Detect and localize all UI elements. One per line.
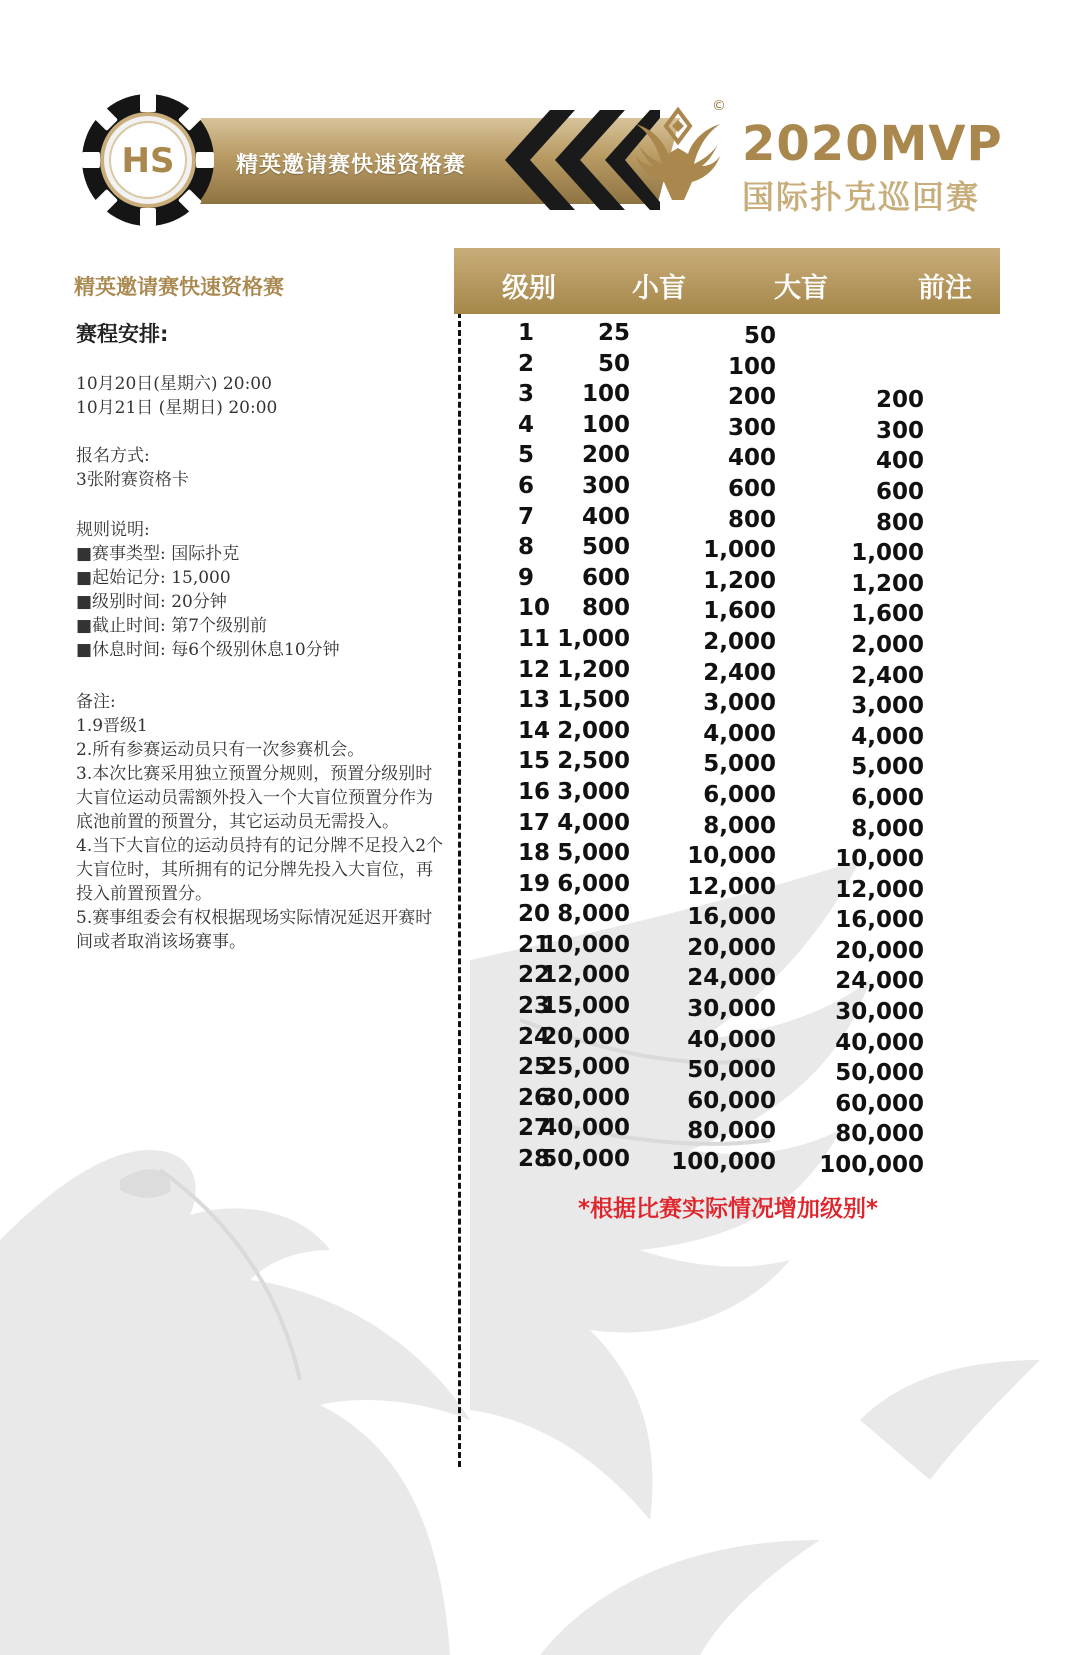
- rule-item: ■级别时间: 20分钟: [76, 592, 227, 612]
- big-blind-cell: 400: [727, 445, 776, 472]
- level-cell: 18: [518, 840, 551, 867]
- small-blind-cell: 50,000: [541, 1146, 630, 1173]
- ante-cell: 800: [875, 509, 924, 536]
- level-cell: 22: [518, 962, 551, 989]
- ante-cell: 4,000: [851, 723, 924, 750]
- table-row: [454, 810, 1000, 841]
- ante-cell: 30,000: [835, 999, 924, 1026]
- signup-section: [76, 444, 446, 492]
- table-row: [454, 840, 1000, 871]
- big-blind-cell: 800: [727, 506, 776, 533]
- level-cell: 4: [518, 411, 535, 438]
- small-blind-cell: 25: [597, 320, 630, 346]
- small-blind-cell: 500: [581, 534, 630, 561]
- ante-cell: 24,000: [835, 968, 924, 995]
- small-blind-cell: 2,000: [557, 717, 630, 744]
- table-row: [454, 748, 1000, 779]
- schedule-item: 10月21日 (星期日) 20:00: [76, 398, 278, 418]
- small-blind-cell: 1,000: [557, 625, 630, 652]
- small-blind-cell: 10,000: [541, 931, 630, 958]
- rule-item: ■休息时间: 每6个级别休息10分钟: [76, 640, 340, 660]
- ante-cell: 40,000: [835, 1029, 924, 1056]
- ante-cell: 2,400: [851, 662, 924, 689]
- level-cell: 3: [518, 381, 535, 408]
- signup-title: 报名方式:: [76, 446, 150, 466]
- big-blind-cell: 8,000: [703, 812, 776, 839]
- small-blind-cell: 1,200: [557, 656, 630, 683]
- big-blind-cell: 2,400: [703, 659, 776, 686]
- table-row: [454, 1146, 1000, 1177]
- ante-cell: 16,000: [835, 907, 924, 934]
- level-cell: 16: [518, 778, 551, 805]
- table-row: [454, 351, 1000, 382]
- table-row: [454, 626, 1000, 657]
- big-blind-cell: 16,000: [687, 904, 776, 931]
- big-blind-cell: 600: [727, 475, 776, 502]
- small-blind-cell: 50: [597, 350, 630, 377]
- table-row: [454, 1115, 1000, 1146]
- small-blind-cell: 6,000: [557, 870, 630, 897]
- table-row: [454, 534, 1000, 565]
- ante-cell: 8,000: [851, 815, 924, 842]
- event-title: 精英邀请赛快速资格赛: [74, 275, 284, 299]
- ante-cell: 10,000: [835, 846, 924, 873]
- big-blind-cell: 5,000: [703, 751, 776, 778]
- table-row: [454, 657, 1000, 688]
- table-row: [454, 412, 1000, 443]
- big-blind-cell: 100: [727, 353, 776, 380]
- ante-cell: 5,000: [851, 754, 924, 781]
- note-item: 5.赛事组委会有权根据现场实际情况延迟开赛时间或者取消该场赛事。: [76, 908, 433, 952]
- big-blind-cell: 40,000: [687, 1026, 776, 1053]
- small-blind-cell: 4,000: [557, 809, 630, 836]
- ante-cell: 300: [875, 417, 924, 444]
- schedule-title: 赛程安排:: [76, 322, 169, 346]
- level-cell: 13: [518, 687, 551, 714]
- big-blind-cell: 10,000: [687, 843, 776, 870]
- header-big-blind: 大盲: [774, 273, 828, 304]
- ante-cell: 1,000: [851, 540, 924, 567]
- level-cell: 26: [518, 1084, 551, 1111]
- ante-cell: 1,200: [851, 570, 924, 597]
- table-row: [454, 932, 1000, 963]
- banner-title: 精英邀请赛快速资格赛: [236, 153, 467, 178]
- header-ante: 前注: [918, 273, 972, 304]
- ante-cell: 50,000: [835, 1060, 924, 1087]
- rules-title: 规则说明:: [76, 520, 150, 540]
- big-blind-cell: 30,000: [687, 996, 776, 1023]
- table-row: [454, 779, 1000, 810]
- small-blind-cell: 100: [581, 381, 630, 408]
- small-blind-cell: 40,000: [541, 1115, 630, 1142]
- small-blind-cell: 12,000: [541, 962, 630, 989]
- small-blind-cell: 600: [581, 564, 630, 591]
- ante-cell: 200: [875, 387, 924, 414]
- small-blind-cell: 200: [581, 442, 630, 469]
- table-row: [454, 1054, 1000, 1085]
- big-blind-cell: 12,000: [687, 873, 776, 900]
- level-cell: 24: [518, 1023, 551, 1050]
- level-cell: 5: [518, 442, 535, 469]
- big-blind-cell: 24,000: [687, 965, 776, 992]
- ante-cell: 400: [875, 448, 924, 475]
- level-cell: 1: [518, 320, 535, 346]
- level-cell: 28: [518, 1146, 551, 1173]
- level-cell: 11: [518, 625, 551, 652]
- small-blind-cell: 300: [581, 472, 630, 499]
- notes-title: 备注:: [76, 692, 116, 712]
- ante-cell: 20,000: [835, 937, 924, 964]
- level-cell: 9: [518, 564, 535, 591]
- level-cell: 8: [518, 534, 535, 561]
- table-row: [454, 1024, 1000, 1055]
- table-row: [454, 1085, 1000, 1116]
- signup-text: 3张附赛资格卡: [76, 470, 189, 490]
- big-blind-cell: 80,000: [687, 1118, 776, 1145]
- brand-title: 2020MVP: [742, 116, 1003, 172]
- ante-cell: 100,000: [819, 1152, 924, 1179]
- chip-text: HS: [121, 141, 175, 181]
- level-cell: 19: [518, 870, 551, 897]
- copyright-mark: ©: [712, 98, 726, 114]
- table-row: [454, 993, 1000, 1024]
- level-cell: 23: [518, 993, 551, 1020]
- table-row: [454, 687, 1000, 718]
- note-item: 2.所有参赛运动员只有一次参赛机会。: [76, 740, 365, 760]
- table-row: [454, 962, 1000, 993]
- table-row: [454, 901, 1000, 932]
- ante-cell: 2,000: [851, 631, 924, 658]
- small-blind-cell: 30,000: [541, 1084, 630, 1111]
- small-blind-cell: 100: [581, 411, 630, 438]
- level-cell: 10: [518, 595, 551, 622]
- small-blind-cell: 3,000: [557, 778, 630, 805]
- table-row: [454, 473, 1000, 504]
- blind-table-body: [454, 320, 1000, 1177]
- small-blind-cell: 2,500: [557, 748, 630, 775]
- eagle-logo-icon: [632, 104, 724, 204]
- note-item: 3.本次比赛采用独立预置分规则，预置分级别时大盲位运动员需额外投入一个大盲位预置分作为底池前置的预置分，其它运动员无需投入。: [76, 764, 433, 832]
- small-blind-cell: 800: [581, 595, 630, 622]
- small-blind-cell: 8,000: [557, 901, 630, 928]
- table-row: [454, 320, 1000, 351]
- small-blind-cell: 1,500: [557, 687, 630, 714]
- small-blind-cell: 15,000: [541, 993, 630, 1020]
- rule-item: ■截止时间: 第7个级别前: [76, 616, 268, 636]
- table-row: [454, 381, 1000, 412]
- header-small-blind: 小盲: [632, 273, 686, 304]
- brand-subtitle: 国际扑克巡回赛: [742, 178, 981, 216]
- poker-chip-logo: [80, 92, 216, 228]
- level-cell: 14: [518, 717, 551, 744]
- rule-item: ■起始记分: 15,000: [76, 568, 231, 588]
- big-blind-cell: 50,000: [687, 1057, 776, 1084]
- big-blind-cell: 100,000: [671, 1149, 776, 1176]
- table-row: [454, 565, 1000, 596]
- level-cell: 17: [518, 809, 551, 836]
- small-blind-cell: 5,000: [557, 840, 630, 867]
- table-footnote: *根据比赛实际情况增加级别*: [578, 1196, 879, 1222]
- ante-cell: 3,000: [851, 693, 924, 720]
- table-row: [454, 718, 1000, 749]
- big-blind-cell: 1,200: [703, 567, 776, 594]
- header-level: 级别: [502, 273, 556, 304]
- ante-cell: 600: [875, 478, 924, 505]
- ante-cell: 12,000: [835, 876, 924, 903]
- level-cell: 7: [518, 503, 535, 530]
- big-blind-cell: 2,000: [703, 628, 776, 655]
- big-blind-cell: 6,000: [703, 781, 776, 808]
- ante-cell: 6,000: [851, 784, 924, 811]
- big-blind-cell: 60,000: [687, 1087, 776, 1114]
- level-cell: 21: [518, 931, 551, 958]
- small-blind-cell: 25,000: [541, 1054, 630, 1081]
- level-cell: 27: [518, 1115, 551, 1142]
- big-blind-cell: 4,000: [703, 720, 776, 747]
- level-cell: 12: [518, 656, 551, 683]
- blind-table-header: [454, 248, 1000, 314]
- schedule-list: [76, 372, 446, 420]
- ante-cell: 80,000: [835, 1121, 924, 1148]
- big-blind-cell: 300: [727, 414, 776, 441]
- big-blind-cell: 200: [727, 384, 776, 411]
- small-blind-cell: 20,000: [541, 1023, 630, 1050]
- big-blind-cell: 1,600: [703, 598, 776, 625]
- big-blind-cell: 50: [743, 323, 776, 349]
- table-row: [454, 595, 1000, 626]
- big-blind-cell: 3,000: [703, 690, 776, 717]
- big-blind-cell: 1,000: [703, 537, 776, 564]
- small-blind-cell: 400: [581, 503, 630, 530]
- big-blind-cell: 20,000: [687, 934, 776, 961]
- ante-cell: 1,600: [851, 601, 924, 628]
- level-cell: 15: [518, 748, 551, 775]
- level-cell: 6: [518, 472, 535, 499]
- table-row: [454, 504, 1000, 535]
- note-item: 1.9晋级1: [76, 716, 148, 736]
- rules-section: [76, 518, 446, 662]
- table-row: [454, 442, 1000, 473]
- table-row: [454, 871, 1000, 902]
- note-item: 4.当下大盲位的运动员持有的记分牌不足投入2个大盲位时，其所拥有的记分牌先投入大盲位，再投入前置预置分。: [76, 836, 444, 904]
- rule-item: ■赛事类型: 国际扑克: [76, 544, 240, 564]
- ante-cell: 60,000: [835, 1090, 924, 1117]
- schedule-item: 10月20日(星期六) 20:00: [76, 374, 272, 394]
- level-cell: 25: [518, 1054, 551, 1081]
- level-cell: 20: [518, 901, 551, 928]
- notes-section: [76, 690, 446, 954]
- level-cell: 2: [518, 350, 535, 377]
